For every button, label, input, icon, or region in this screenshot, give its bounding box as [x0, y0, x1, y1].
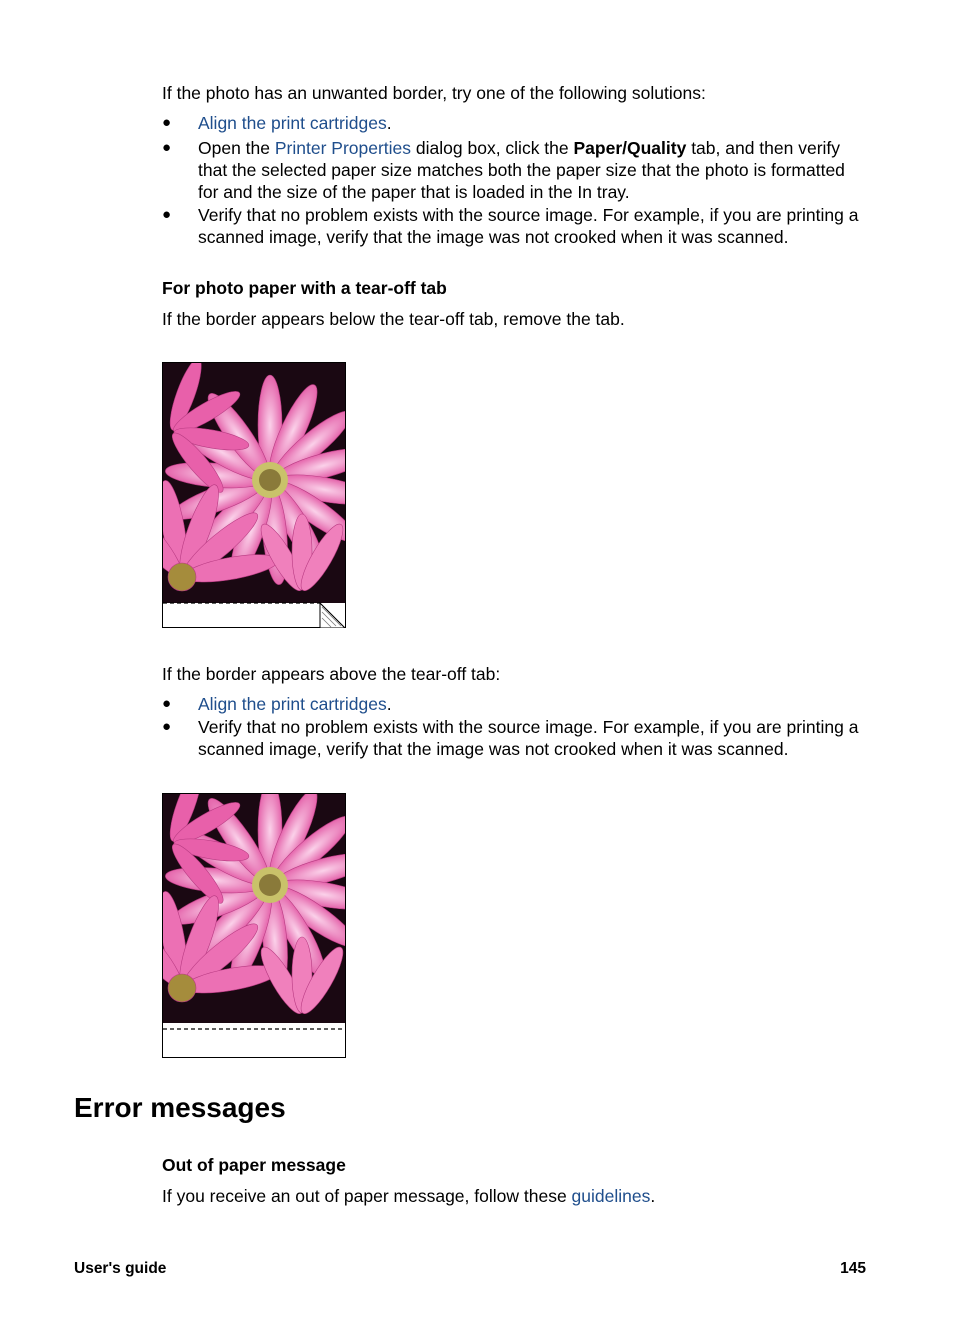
bullet: ● — [162, 139, 172, 156]
error-messages-heading: Error messages — [74, 1092, 286, 1123]
punctuation: . — [386, 694, 392, 714]
printer-properties-link[interactable]: Printer Properties — [274, 138, 412, 158]
bullet: ● — [162, 695, 172, 712]
tearoff-heading: For photo paper with a tear-off tab — [162, 278, 447, 298]
bullet: ● — [162, 114, 172, 131]
intro-text: If the photo has an unwanted border, try one of the following solutions: — [162, 83, 706, 103]
page-number: 145 — [840, 1260, 866, 1277]
text: Verify that no problem exists with the source image. For example, if you are printing a scanned image, verify that the image was not crooked when it was scanned. — [198, 205, 859, 247]
text: Open the — [198, 138, 275, 158]
bullet: ● — [162, 206, 172, 223]
guidelines-link[interactable]: guidelines — [571, 1186, 651, 1206]
punctuation: . — [650, 1186, 656, 1206]
bullet: ● — [162, 718, 172, 735]
paper-quality-tab-label: Paper/Quality — [573, 138, 687, 158]
text: tab, and then verify that the selected paper size matches both the paper size that the photo is formatted for and the size of the paper that is loaded in the In tray. — [198, 138, 845, 202]
out-of-paper-heading: Out of paper message — [162, 1155, 346, 1175]
flower-photo-illustration — [162, 793, 346, 1058]
photo-border-below-tab-figure — [162, 362, 345, 628]
align-cartridges-link[interactable]: Align the print cartridges — [198, 694, 387, 714]
text: dialog box, click the — [411, 138, 574, 158]
text: Verify that no problem exists with the source image. For example, if you are printing a scanned image, verify that the image was not crooked when it was scanned. — [198, 717, 859, 759]
below-tab-text: If the border appears below the tear-off tab, remove the tab. — [162, 309, 625, 329]
above-tab-text: If the border appears above the tear-off tab: — [162, 664, 501, 684]
flower-photo-illustration — [162, 362, 346, 628]
text: If you receive an out of paper message, follow these — [162, 1186, 572, 1206]
photo-border-above-tab-figure — [162, 793, 345, 1058]
footer-guide-title: User's guide — [74, 1260, 167, 1277]
punctuation: . — [386, 113, 392, 133]
align-cartridges-link[interactable]: Align the print cartridges — [198, 113, 387, 133]
out-of-paper-text — [162, 1185, 872, 1207]
